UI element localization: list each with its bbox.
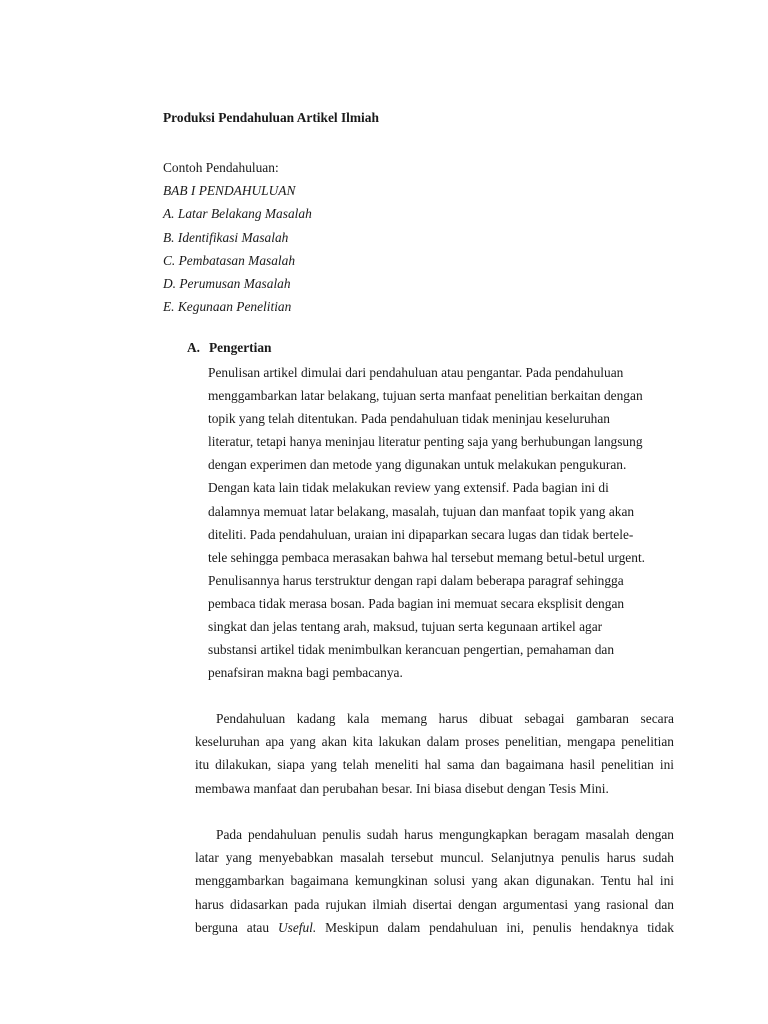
paragraph-line: Penulisan artikel dimulai dari pendahuluan atau pengantar. Pada pendahuluan [208,365,624,380]
paragraph-line: penafsiran makna bagi pembacanya. [208,665,403,681]
paragraph-tesis-mini [195,707,674,800]
paragraph-line: tele sehingga pembaca merasakan bahwa hal tersebut memang betul-betul urgent. [208,549,646,565]
paragraph-line: dengan experimen dan metode yang digunakan untuk melakukan pengukuran. [208,457,627,473]
italic-term: Useful. [277,919,317,935]
paragraph-line: membawa manfaat dan perubahan besar. Ini biasa disebut dengan Tesis Mini. [195,780,609,796]
paragraph-line: Pendahuluan kadang kala memang harus dibuat sebagai gambaran secara [216,711,674,726]
outline-item: E. Kegunaan Penelitian [163,299,292,315]
paragraph-line: literatur, tetapi hanya meninjau literatur penting saja yang berhubungan langsung [208,434,643,450]
document-title: Produksi Pendahuluan Artikel Ilmiah [163,110,379,125]
outline-item: C. Pembatasan Masalah [163,252,296,268]
paragraph-line: topik yang telah ditentukan. Pada pendahuluan tidak meninjau keseluruhan [208,411,610,427]
paragraph-line: latar yang menyebabkan masalah tersebut muncul. Selanjutnya penulis harus sudah [195,850,674,866]
section-a-paragraph [208,361,674,684]
paragraph-line: substansi artikel tidak menimbulkan kerancuan pengertian, pemahaman dan [208,642,615,658]
paragraph-line: keseluruhan apa yang akan kita lakukan dalam proses penelitian, mengapa penelitian [195,734,674,750]
paragraph-line: harus didasarkan pada rujukan ilmiah disertai dengan argumentasi yang rasional dan [195,896,674,912]
section-a-marker: A. [187,340,201,355]
outline-item: A. Latar Belakang Masalah [163,206,312,222]
paragraph-line: itu dilakukan, siapa yang telah meneliti hal sama dan bagaimana hasil penelitian ini [195,757,674,773]
paragraph-line: dalamnya memuat latar belakang, masalah, tujuan dan manfaat topik yang akan [208,503,635,519]
paragraph-line: Penulisannya harus terstruktur dengan rapi dalam beberapa paragraf sehingga [208,572,624,588]
line-prefix: berguna atau [195,919,270,935]
paragraph-line: diteliti. Pada pendahuluan, uraian ini dipaparkan secara lugas dan tidak bertele- [208,526,634,542]
paragraph-line: menggambarkan latar belakang, tujuan serta manfaat penelitian berkaitan dengan [208,388,643,404]
section-a-heading [187,340,271,356]
example-label: Contoh Pendahuluan: [163,160,279,175]
outline-item: D. Perumusan Masalah [163,276,291,292]
paragraph-line-last [195,916,674,939]
outline-item: B. Identifikasi Masalah [163,229,289,245]
example-outline [163,156,312,318]
section-a-title: Pengertian [209,340,272,355]
paragraph-line: singkat dan jelas tentang arah, maksud, tujuan serta kegunaan artikel agar [208,619,603,635]
chapter-heading: BAB I PENDAHULUAN [163,183,296,199]
paragraph-line: Dengan kata lain tidak melakukan review yang extensif. Pada bagian ini di [208,480,609,496]
paragraph-masalah [195,823,674,939]
paragraph-line: menggambarkan bagaimana kemungkinan solusi yang akan digunakan. Tentu hal ini [195,873,674,889]
paragraph-line: Pada pendahuluan penulis sudah harus mengungkapkan beragam masalah dengan [216,827,674,842]
line-suffix: Meskipun dalam pendahuluan ini, penulis hendaknya tidak [325,919,674,935]
paragraph-line: pembaca tidak merasa bosan. Pada bagian ini memuat secara eksplisit dengan [208,595,625,611]
